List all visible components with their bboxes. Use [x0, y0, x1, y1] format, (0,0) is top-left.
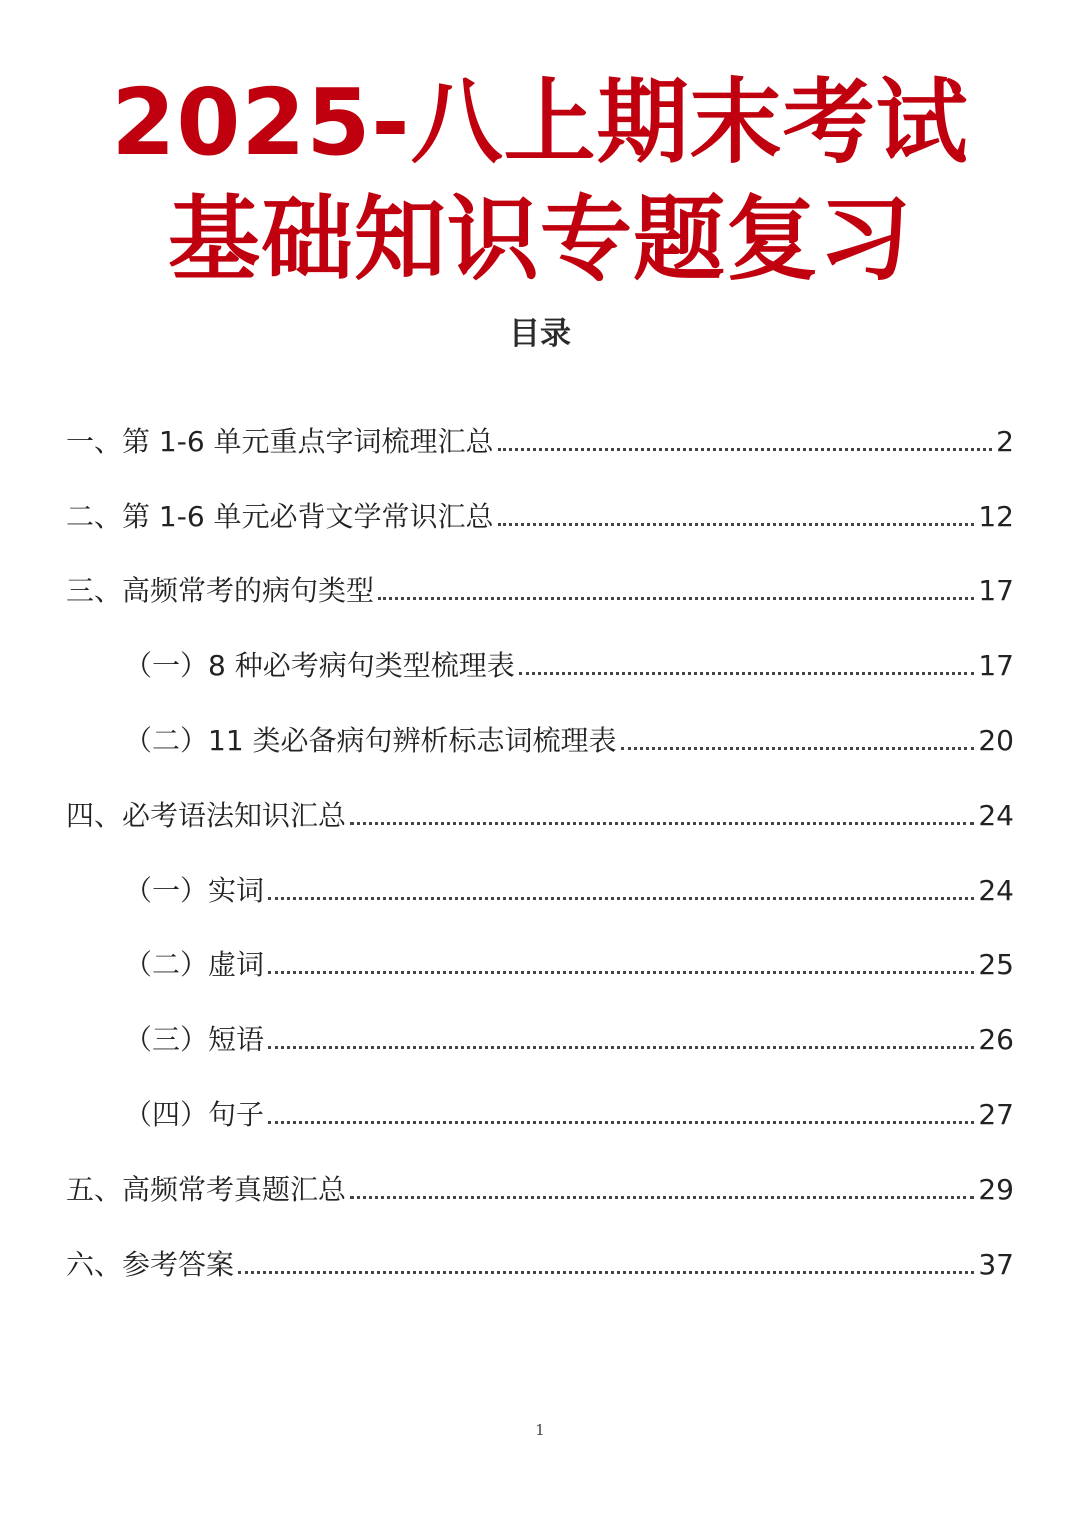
- toc-subentry[interactable]: [66, 988, 1014, 1063]
- toc-dot-leader: [498, 448, 993, 451]
- document-title-line-1: 2025-八上期末考试: [111, 69, 969, 176]
- toc-entry-page: 27: [978, 1097, 1014, 1131]
- toc-subentry[interactable]: [66, 914, 1014, 989]
- table-of-contents: [66, 390, 1014, 1288]
- toc-entry-page: 20: [978, 723, 1014, 757]
- toc-entry-text: 三、高频常考的病句类型: [66, 574, 375, 608]
- toc-entry-text: （二）11 类必备病句辨析标志词梳理表: [124, 723, 617, 757]
- toc-entry[interactable]: [66, 764, 1014, 839]
- toc-entry-page: 26: [978, 1023, 1014, 1057]
- toc-dot-leader: [350, 1196, 974, 1199]
- toc-dot-leader: [268, 897, 974, 900]
- toc-dot-leader: [350, 822, 974, 825]
- toc-entry-page: 37: [978, 1247, 1014, 1281]
- toc-entry-text: （一）实词: [124, 873, 265, 907]
- toc-entry-text: 五、高频常考真题汇总: [66, 1172, 347, 1206]
- toc-entry-text: （一）8 种必考病句类型梳理表: [124, 649, 515, 683]
- toc-entry-page: 12: [978, 499, 1014, 533]
- toc-entry-text: （三）短语: [124, 1023, 265, 1057]
- document-title-line-2: 基础知识专题复习: [167, 186, 912, 293]
- toc-entry[interactable]: [66, 1213, 1014, 1288]
- toc-dot-leader: [378, 597, 974, 600]
- toc-entry-page: 24: [978, 873, 1014, 907]
- toc-entry-text: 四、必考语法知识汇总: [66, 798, 347, 832]
- toc-entry-page: 24: [978, 798, 1014, 832]
- toc-subentry[interactable]: [66, 839, 1014, 914]
- toc-entry[interactable]: [66, 540, 1014, 615]
- toc-dot-leader: [519, 672, 975, 675]
- toc-dot-leader: [498, 523, 975, 526]
- toc-entry-page: 2: [996, 424, 1014, 458]
- toc-heading: 目录: [509, 316, 571, 352]
- toc-subentry[interactable]: [66, 689, 1014, 764]
- toc-entry-page: 25: [978, 948, 1014, 982]
- toc-dot-leader: [268, 971, 974, 974]
- toc-entry-text: 二、第 1-6 单元必背文学常识汇总: [66, 499, 494, 533]
- page-number: 1: [535, 1421, 545, 1439]
- toc-dot-leader: [268, 1046, 974, 1049]
- toc-entry[interactable]: [66, 1138, 1014, 1213]
- toc-dot-leader: [238, 1271, 974, 1274]
- toc-subentry[interactable]: [66, 614, 1014, 689]
- toc-entry[interactable]: [66, 390, 1014, 465]
- toc-entry-page: 17: [978, 649, 1014, 683]
- toc-entry-text: （四）句子: [124, 1097, 265, 1131]
- toc-dot-leader: [268, 1121, 974, 1124]
- toc-entry-page: 17: [978, 574, 1014, 608]
- toc-entry-text: （二）虚词: [124, 948, 265, 982]
- toc-entry-text: 一、第 1-6 单元重点字词梳理汇总: [66, 424, 494, 458]
- toc-dot-leader: [621, 747, 975, 750]
- toc-entry-text: 六、参考答案: [66, 1247, 235, 1281]
- toc-entry[interactable]: [66, 465, 1014, 540]
- toc-subentry[interactable]: [66, 1063, 1014, 1138]
- toc-entry-page: 29: [978, 1172, 1014, 1206]
